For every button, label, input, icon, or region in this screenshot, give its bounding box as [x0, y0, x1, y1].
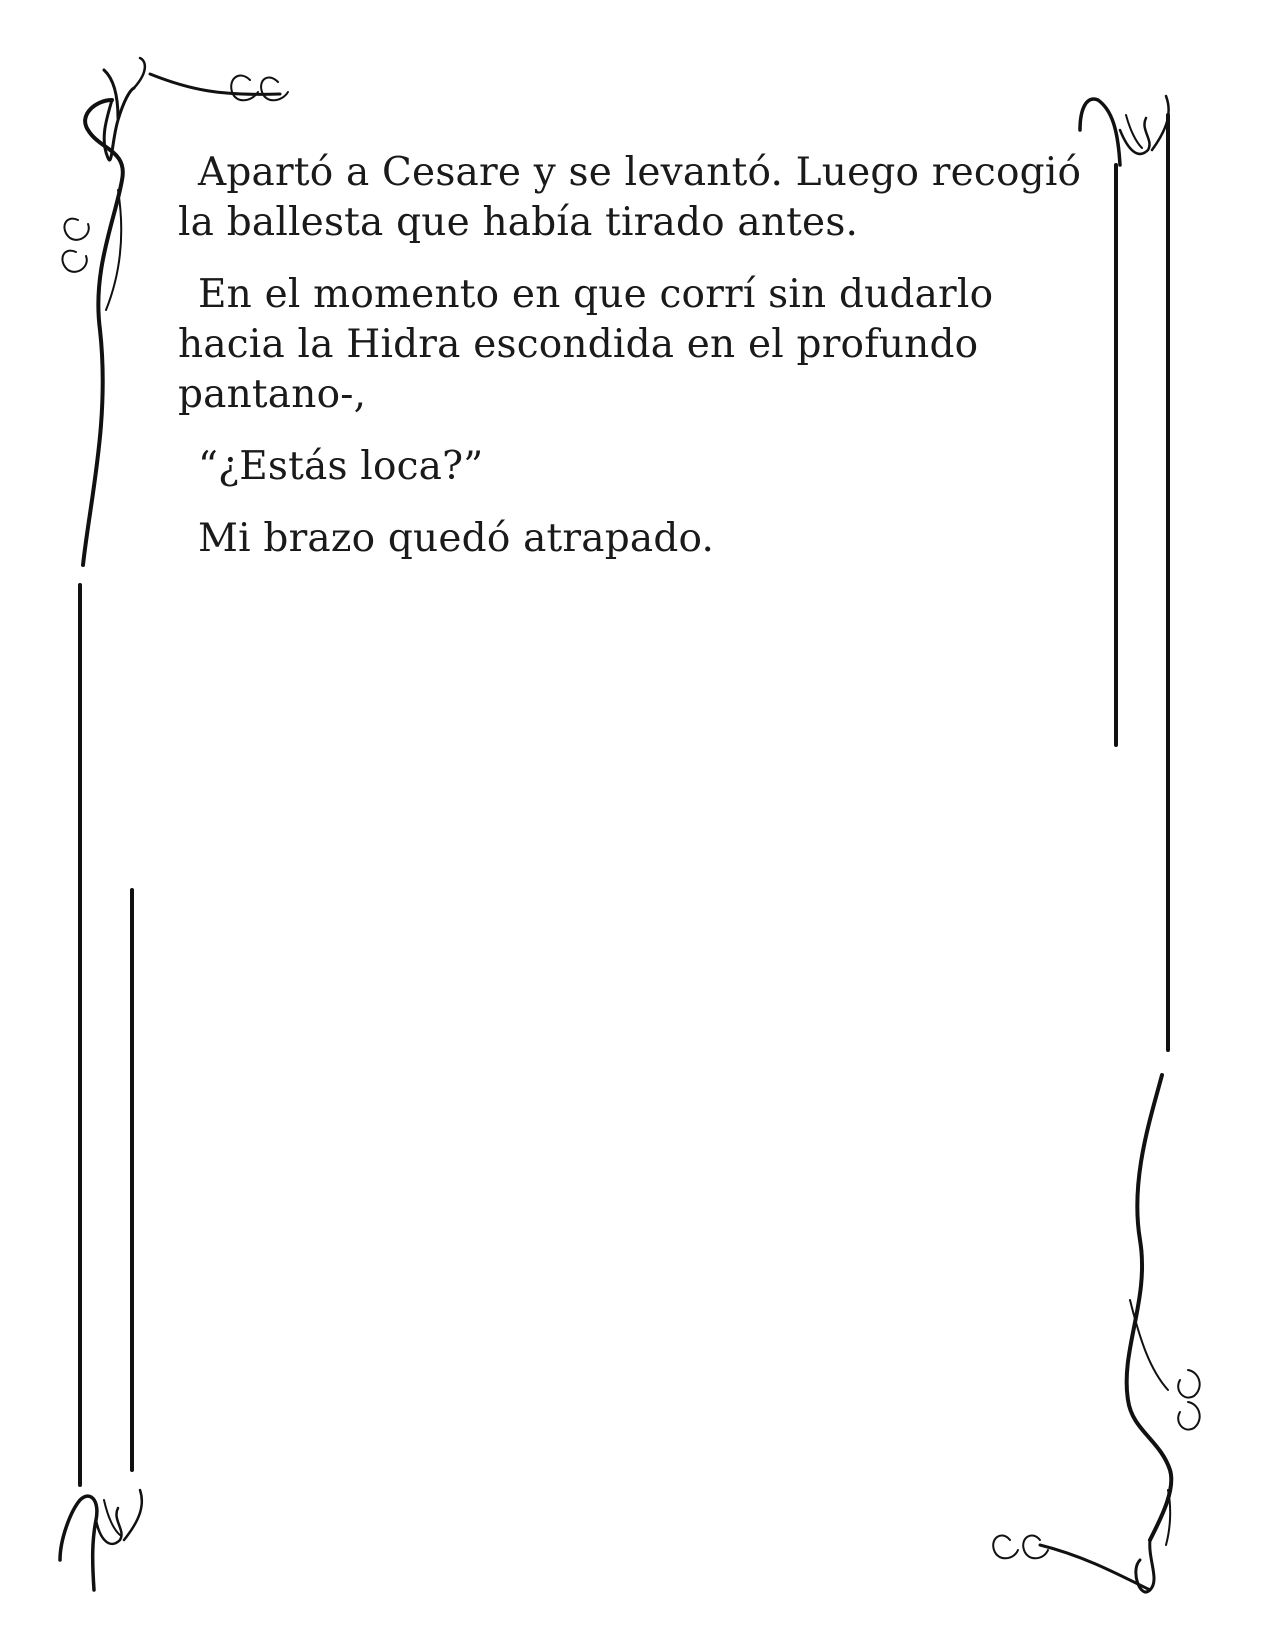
bottom-left-flourish [60, 1490, 142, 1590]
bottom-right-flourish [993, 1075, 1199, 1592]
paragraph-2: En el momento en que corrí sin dudarlo hacia la Hidra escondida en el profundo pantano-, [178, 272, 994, 417]
story-text [178, 148, 1098, 586]
paragraph-3: “¿Estás loca?” [198, 444, 484, 489]
paragraph-1: Apartó a Cesare y se levantó. Luego recogió la ballesta que había tirado antes. [178, 150, 1082, 245]
paragraph-4: Mi brazo quedó atrapado. [198, 516, 715, 561]
